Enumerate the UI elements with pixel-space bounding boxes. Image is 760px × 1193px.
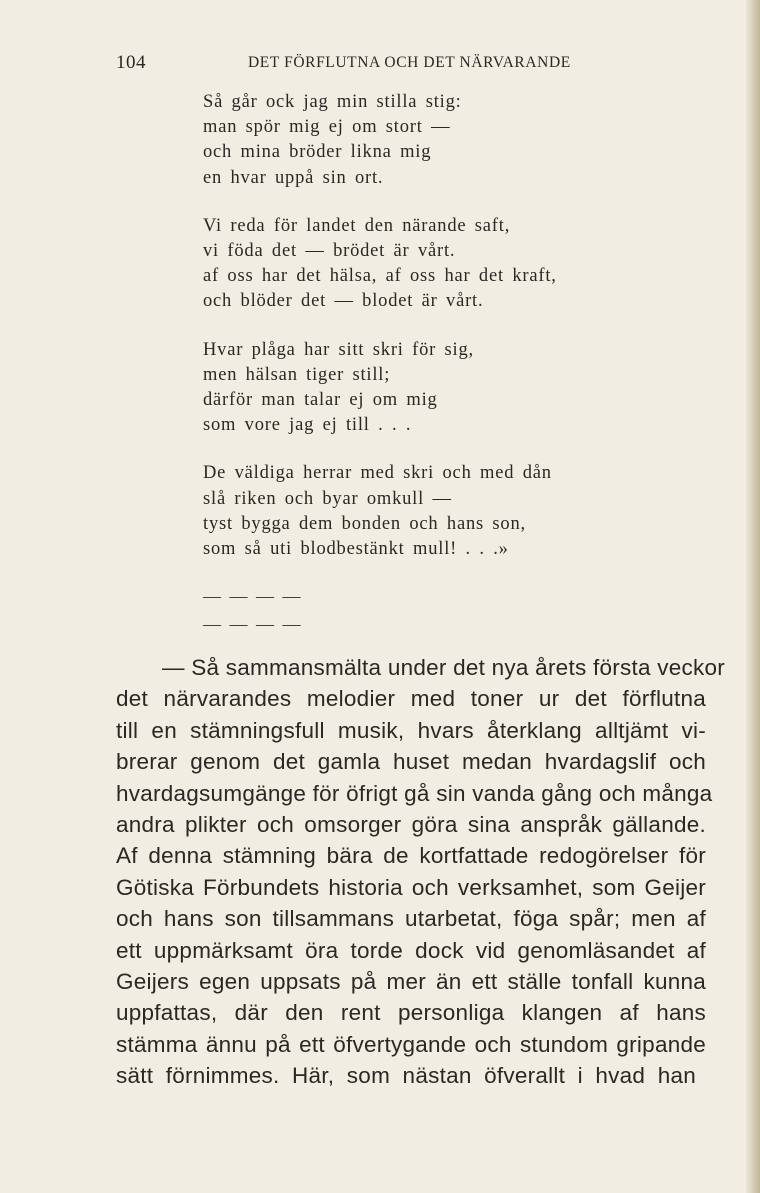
poem-line: och mina bröder likna mig — [203, 142, 432, 163]
poem-stanza — [203, 461, 663, 562]
prose-line: Götiska Förbundets historia och verksamhet, som Geijer — [116, 874, 706, 900]
prose-line: ett uppmärksamt öra torde dock vid genomläsandet af — [116, 937, 706, 963]
poem-line: slå riken och byar omkull — — [203, 488, 452, 509]
poem-line: Så går ock jag min stilla stig: — [203, 92, 462, 112]
running-head: DET FÖRFLUTNA OCH DET NÄRVARANDE — [248, 54, 571, 71]
prose-line: hvardagsumgänge för öfrigt gå sin vanda gång och många — [116, 780, 713, 806]
poem-line: man spör mig ej om stort — — [203, 117, 451, 138]
poem-line: därför man talar ej om mig — [203, 390, 438, 411]
prose-paragraph — [116, 652, 725, 1092]
prose-line: — Så sammansmälta under det nya årets första veckor — [162, 655, 725, 680]
poem-line: af oss har det hälsa, af oss har det kraft, — [203, 266, 557, 287]
poem-line: som vore jag ej till . . . — [203, 415, 412, 436]
prose-line: det närvarandes melodier med toner ur det förflutna — [116, 686, 706, 712]
poem-line: tyst bygga dem bonden och hans son, — [203, 513, 526, 534]
poem-stanza — [203, 214, 663, 315]
section-separator: — — — — — [203, 614, 303, 634]
prose-line: brerar genom det gamla huset medan hvardagslif och — [116, 749, 706, 775]
prose-line: stämma ännu på ett öfvertygande och stundom gripande — [116, 1031, 706, 1057]
prose-line: och hans son tillsammans utarbetat, föga spår; men af — [116, 906, 706, 932]
prose-line: uppfattas, där den rent personliga klangen af hans — [116, 1000, 706, 1026]
poem-line: och blöder det — blodet är vårt. — [203, 291, 484, 312]
prose-line: andra plikter och omsorger göra sina anspråk gällande. — [116, 812, 706, 838]
poem-stanza — [203, 90, 663, 191]
poem — [203, 90, 663, 585]
prose-line: till en stämningsfull musik, hvars återklang alltjämt vi- — [116, 717, 706, 743]
poem-line: men hälsan tiger still; — [203, 364, 391, 385]
prose-line: Geijers egen uppsats på mer än ett ställe tonfall kunna — [116, 969, 706, 995]
poem-line: vi föda det — brödet är vårt. — [203, 241, 456, 262]
page-header — [116, 52, 586, 74]
poem-line: De väldiga herrar med skri och med dån — [203, 463, 552, 484]
prose-line: sätt förnimmes. Här, som nästan öfverallt i hvad han — [116, 1063, 696, 1089]
poem-stanza — [203, 338, 663, 439]
section-separator: — — — — — [203, 586, 303, 606]
poem-line: Hvar plåga har sitt skri för sig, — [203, 339, 474, 360]
page-edge-shadow — [746, 0, 760, 1193]
prose-line: Af denna stämning bära de kortfattade redogörelser för — [116, 843, 706, 869]
poem-line: som så uti blodbestänkt mull! . . .» — [203, 539, 509, 560]
poem-line: en hvar uppå sin ort. — [203, 167, 384, 188]
poem-line: Vi reda för landet den närande saft, — [203, 215, 511, 236]
page-number: 104 — [116, 52, 146, 73]
